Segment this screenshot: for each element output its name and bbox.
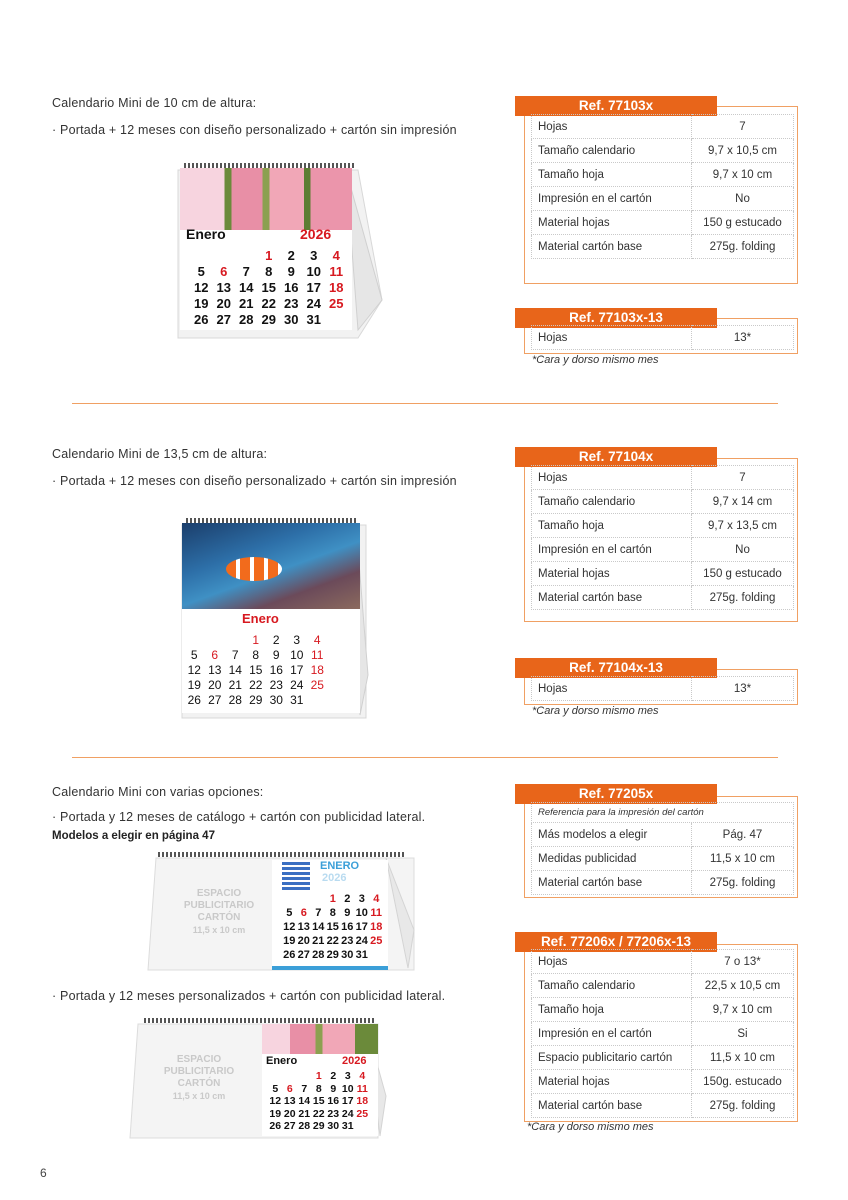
ref-77104x-13-table bbox=[531, 676, 794, 701]
table-row bbox=[532, 677, 794, 701]
calendar-day: 20 bbox=[283, 1107, 296, 1120]
table-row bbox=[532, 466, 794, 490]
calendar-day: 5 bbox=[272, 1082, 279, 1095]
row-value: 150g. estucado bbox=[692, 1070, 794, 1094]
row-value: 7 o 13* bbox=[692, 950, 794, 974]
month-label: Enero bbox=[186, 226, 226, 242]
month-label: ENERO bbox=[320, 860, 360, 872]
calendar-day bbox=[297, 892, 312, 906]
calendar-day: 21 bbox=[228, 678, 242, 692]
ref-77103x-13-header: Ref. 77103x-13 bbox=[515, 308, 717, 328]
calendar-week bbox=[268, 1095, 370, 1108]
ad-space-line-1: ESPACIO bbox=[176, 1054, 222, 1065]
calendar-day: 27 bbox=[297, 949, 310, 961]
table-row bbox=[532, 871, 794, 895]
row-value: Si bbox=[692, 1022, 794, 1046]
calendar-day: 21 bbox=[312, 935, 325, 947]
calendar-week bbox=[190, 312, 348, 328]
calendar-week bbox=[184, 693, 328, 708]
clownfish-shape bbox=[226, 557, 282, 581]
calendar-day: 8 bbox=[252, 648, 260, 662]
calendar-day: 19 bbox=[269, 1107, 282, 1120]
calendar-day: 31 bbox=[306, 312, 321, 327]
calendar-day: 30 bbox=[269, 693, 283, 707]
calendar-day: 27 bbox=[216, 312, 231, 327]
row-label: Espacio publicitario cartón bbox=[532, 1046, 692, 1070]
note-same-month: *Cara y dorso mismo mes bbox=[527, 1121, 654, 1133]
calendar-day: 10 bbox=[341, 1082, 354, 1095]
calendar-sheet bbox=[272, 860, 388, 970]
calendar-day: 2 bbox=[272, 633, 280, 647]
calendar-day: 7 bbox=[301, 1082, 308, 1095]
year-label: 2026 bbox=[300, 226, 332, 242]
ref-77103x-table bbox=[531, 114, 794, 259]
calendar-grid bbox=[268, 1070, 370, 1133]
calendar-day bbox=[325, 312, 348, 328]
calendar-day: 20 bbox=[208, 678, 222, 692]
row-label: Material cartón base bbox=[532, 586, 692, 610]
row-value: No bbox=[692, 187, 794, 211]
row-label: Tamaño calendario bbox=[532, 974, 692, 998]
calendar-day bbox=[205, 633, 226, 648]
row-value: 9,7 x 10 cm bbox=[692, 998, 794, 1022]
calendar-week bbox=[282, 892, 384, 906]
calendar-day: 16 bbox=[269, 663, 283, 677]
calendar-day: 31 bbox=[341, 1120, 354, 1132]
calendar-day: 22 bbox=[249, 678, 263, 692]
calendar-day: 3 bbox=[344, 1070, 351, 1082]
calendar-personalized-ad-image bbox=[128, 1016, 390, 1140]
section2-description: · Portada + 12 meses con diseño personalizado + cartón sin impresión bbox=[52, 474, 457, 488]
calendar-day: 26 bbox=[187, 693, 201, 707]
calendar-day bbox=[184, 633, 205, 648]
calendar-day bbox=[355, 1120, 370, 1133]
page-number: 6 bbox=[40, 1166, 47, 1180]
calendar-day: 18 bbox=[370, 921, 383, 933]
calendar-day: 10 bbox=[355, 907, 368, 919]
calendar-week bbox=[184, 663, 328, 678]
row-label: Material cartón base bbox=[532, 871, 692, 895]
calendar-day: 5 bbox=[197, 264, 205, 279]
calendar-day: 31 bbox=[355, 949, 368, 961]
row-value: 7 bbox=[692, 466, 794, 490]
calendar-day: 14 bbox=[228, 663, 242, 677]
row-value: 9,7 x 10 cm bbox=[692, 163, 794, 187]
calendar-day: 13 bbox=[216, 280, 231, 295]
table-row bbox=[532, 490, 794, 514]
calendar-day: 17 bbox=[355, 921, 368, 933]
calendar-day: 22 bbox=[261, 296, 276, 311]
row-label: Hojas bbox=[532, 677, 692, 701]
calendar-day bbox=[283, 1070, 298, 1083]
table-row bbox=[532, 1046, 794, 1070]
calendar-day: 13 bbox=[297, 921, 310, 933]
ad-space-line-2: PUBLICITARIO bbox=[183, 900, 255, 911]
calendar-day: 22 bbox=[326, 935, 339, 947]
ad-space-line-2: PUBLICITARIO bbox=[163, 1066, 235, 1077]
table-row bbox=[532, 998, 794, 1022]
row-value: 22,5 x 10,5 cm bbox=[692, 974, 794, 998]
row-label: Tamaño calendario bbox=[532, 139, 692, 163]
calendar-day bbox=[307, 693, 328, 708]
calendar-day: 7 bbox=[315, 907, 322, 919]
calendar-day: 24 bbox=[306, 296, 321, 311]
calendar-day: 23 bbox=[327, 1107, 340, 1120]
calendar-grid bbox=[184, 633, 328, 708]
row-value: 275g. folding bbox=[692, 871, 794, 895]
calendar-day: 3 bbox=[310, 248, 318, 263]
row-label: Material hojas bbox=[532, 211, 692, 235]
calendar-day: 2 bbox=[287, 248, 295, 263]
calendar-day: 3 bbox=[358, 893, 365, 905]
calendar-catalogue-ad-image bbox=[146, 850, 416, 972]
calendar-grid bbox=[282, 892, 384, 962]
calendar-day: 4 bbox=[373, 893, 380, 905]
table-row bbox=[532, 1094, 794, 1118]
calendar-day: 25 bbox=[370, 935, 383, 947]
row-label: Medidas publicidad bbox=[532, 847, 692, 871]
section3-models-note: Modelos a elegir en página 47 bbox=[52, 830, 215, 842]
ad-space-label bbox=[154, 1054, 244, 1102]
calendar-day: 25 bbox=[310, 678, 324, 692]
row-value: 150 g estucado bbox=[692, 211, 794, 235]
calendar-day: 8 bbox=[315, 1082, 322, 1095]
calendar-day: 7 bbox=[231, 648, 239, 662]
ad-space-size: 11,5 x 10 cm bbox=[172, 1091, 226, 1101]
row-label: Tamaño hoja bbox=[532, 163, 692, 187]
calendar-day: 1 bbox=[315, 1070, 322, 1082]
table-row bbox=[532, 974, 794, 998]
ad-space-line-1: ESPACIO bbox=[196, 888, 242, 899]
calendar-day: 18 bbox=[356, 1095, 369, 1107]
calendar-sheet bbox=[262, 1054, 378, 1136]
calendar-week bbox=[190, 280, 348, 296]
row-value: 11,5 x 10 cm bbox=[692, 1046, 794, 1070]
calendar-day: 11 bbox=[329, 264, 344, 279]
calendar-day: 18 bbox=[310, 663, 324, 677]
ref-77104x-header: Ref. 77104x bbox=[515, 447, 717, 467]
table-row bbox=[532, 514, 794, 538]
calendar-day: 17 bbox=[306, 280, 321, 295]
calendar-day: 11 bbox=[356, 1082, 368, 1095]
calendar-day: 13 bbox=[283, 1095, 296, 1107]
table-row bbox=[532, 538, 794, 562]
calendar-day: 23 bbox=[269, 678, 283, 692]
calendar-day: 8 bbox=[329, 907, 336, 919]
calendar-day: 18 bbox=[329, 280, 344, 295]
section1-description: · Portada + 12 meses con diseño personalizado + cartón sin impresión bbox=[52, 123, 457, 137]
calendar-day: 16 bbox=[327, 1095, 340, 1107]
calendar-day: 15 bbox=[261, 280, 276, 295]
calendar-day: 28 bbox=[239, 312, 254, 327]
calendar-day bbox=[235, 248, 258, 264]
calendar-day: 15 bbox=[249, 663, 263, 677]
calendar-day: 6 bbox=[211, 648, 219, 662]
calendar-day bbox=[297, 1070, 312, 1083]
row-label: Tamaño hoja bbox=[532, 514, 692, 538]
row-label: Tamaño hoja bbox=[532, 998, 692, 1022]
calendar-day: 12 bbox=[187, 663, 201, 677]
calendar-day: 9 bbox=[330, 1082, 337, 1095]
calendar-week bbox=[268, 1120, 370, 1133]
calendar-week bbox=[268, 1070, 370, 1083]
calendar-day: 14 bbox=[239, 280, 254, 295]
table-row bbox=[532, 115, 794, 139]
table-row bbox=[532, 950, 794, 974]
calendar-day: 19 bbox=[283, 935, 296, 947]
calendar-day: 12 bbox=[194, 280, 209, 295]
calendar-day: 5 bbox=[286, 907, 293, 919]
calendar-day: 6 bbox=[286, 1082, 293, 1095]
mini-month-grid bbox=[282, 860, 310, 890]
row-label: Material hojas bbox=[532, 1070, 692, 1094]
note-same-month: *Cara y dorso mismo mes bbox=[532, 705, 659, 717]
calendar-day: 4 bbox=[332, 248, 340, 263]
row-label: Material cartón base bbox=[532, 1094, 692, 1118]
calendar-day: 24 bbox=[341, 1107, 354, 1120]
section2-title: Calendario Mini de 13,5 cm de altura: bbox=[52, 447, 268, 461]
row-label: Más modelos a elegir bbox=[532, 823, 692, 847]
month-label: Enero bbox=[242, 611, 279, 626]
calendar-day: 11 bbox=[370, 907, 383, 919]
calendar-day: 17 bbox=[341, 1095, 354, 1107]
calendar-day: 26 bbox=[194, 312, 209, 327]
calendar-day: 30 bbox=[284, 312, 299, 327]
ref-77103x-header: Ref. 77103x bbox=[515, 96, 717, 116]
calendar-day: 14 bbox=[312, 921, 325, 933]
calendar-day: 2 bbox=[330, 1070, 337, 1082]
calendar-week bbox=[184, 648, 328, 663]
calendar-day: 6 bbox=[220, 264, 228, 279]
calendar-day: 16 bbox=[341, 921, 354, 933]
calendar-day: 19 bbox=[194, 296, 209, 311]
calendar-day: 28 bbox=[298, 1120, 311, 1132]
calendar-day: 2 bbox=[344, 893, 351, 905]
calendar-day: 20 bbox=[297, 935, 310, 947]
calendar-day bbox=[225, 633, 246, 648]
calendar-day: 3 bbox=[293, 633, 301, 647]
calendar-week bbox=[190, 264, 348, 280]
ref-77104x-13-header: Ref. 77104x-13 bbox=[515, 658, 717, 678]
calendar-day: 16 bbox=[284, 280, 299, 295]
calendar-week bbox=[190, 248, 348, 264]
calendar-day: 8 bbox=[265, 264, 273, 279]
calendar-day: 9 bbox=[272, 648, 280, 662]
calendar-day: 31 bbox=[290, 693, 304, 707]
calendar-day: 30 bbox=[327, 1120, 340, 1132]
calendar-day: 26 bbox=[283, 949, 296, 961]
ad-space-label bbox=[174, 888, 264, 936]
table-row bbox=[532, 562, 794, 586]
calendar-week bbox=[268, 1083, 370, 1096]
divider-2 bbox=[72, 757, 778, 758]
ref-77104x-table bbox=[531, 465, 794, 610]
calendar-day: 22 bbox=[312, 1107, 325, 1120]
calendar-day: 27 bbox=[208, 693, 222, 707]
calendar-day: 19 bbox=[187, 678, 201, 692]
calendar-day bbox=[369, 948, 384, 962]
calendar-day: 9 bbox=[287, 264, 295, 279]
calendar-day: 7 bbox=[242, 264, 250, 279]
table-row bbox=[532, 187, 794, 211]
calendar-day: 1 bbox=[265, 248, 273, 263]
table-row bbox=[532, 823, 794, 847]
row-value: 7 bbox=[692, 115, 794, 139]
calendar-week bbox=[190, 296, 348, 312]
calendar-sheet bbox=[180, 226, 352, 330]
calendar-day: 14 bbox=[298, 1095, 311, 1107]
row-label: Hojas bbox=[532, 466, 692, 490]
row-value: 13* bbox=[692, 326, 794, 350]
calendar-week bbox=[268, 1108, 370, 1121]
row-value: 275g. folding bbox=[692, 235, 794, 259]
row-value: 275g. folding bbox=[692, 586, 794, 610]
calendar-day: 1 bbox=[252, 633, 260, 647]
section3-option2: · Portada y 12 meses personalizados + cartón con publicidad lateral. bbox=[52, 989, 446, 1003]
row-label: Impresión en el cartón bbox=[532, 187, 692, 211]
table-subtitle-row bbox=[532, 803, 794, 823]
row-label: Hojas bbox=[532, 115, 692, 139]
calendar-day: 10 bbox=[290, 648, 304, 662]
ref-77206x-table bbox=[531, 949, 794, 1118]
ref-77205x-header: Ref. 77205x bbox=[515, 784, 717, 804]
row-value: 9,7 x 14 cm bbox=[692, 490, 794, 514]
table-row bbox=[532, 139, 794, 163]
ad-space-line-3: CARTÓN bbox=[197, 912, 241, 923]
calendar-day: 5 bbox=[190, 648, 198, 662]
table-row bbox=[532, 211, 794, 235]
calendar-day: 23 bbox=[284, 296, 299, 311]
calendar-day: 25 bbox=[356, 1107, 369, 1120]
table-row bbox=[532, 235, 794, 259]
row-value: 9,7 x 13,5 cm bbox=[692, 514, 794, 538]
row-label: Impresión en el cartón bbox=[532, 1022, 692, 1046]
ref-77205x-table bbox=[531, 802, 794, 895]
ref-77103x-13-table bbox=[531, 325, 794, 350]
table-row bbox=[532, 1070, 794, 1094]
calendar-day: 24 bbox=[290, 678, 304, 692]
table-row bbox=[532, 326, 794, 350]
section3-option1: · Portada y 12 meses de catálogo + cartón con publicidad lateral. bbox=[52, 810, 426, 824]
calendar-day: 29 bbox=[249, 693, 263, 707]
calendar-sheet bbox=[182, 609, 360, 713]
table-row bbox=[532, 847, 794, 871]
ad-space-line-3: CARTÓN bbox=[177, 1078, 221, 1089]
calendar-day: 4 bbox=[359, 1070, 366, 1082]
table-row bbox=[532, 586, 794, 610]
calendar-day: 15 bbox=[312, 1095, 325, 1107]
calendar-day: 4 bbox=[313, 633, 321, 647]
cover-photo-clownfish bbox=[182, 523, 360, 609]
calendar-day: 28 bbox=[312, 949, 325, 961]
row-label: Hojas bbox=[532, 326, 692, 350]
ref-77206x-header: Ref. 77206x / 77206x-13 bbox=[515, 932, 717, 952]
calendar-day bbox=[190, 248, 213, 264]
section3-title: Calendario Mini con varias opciones: bbox=[52, 785, 264, 799]
calendar-day bbox=[311, 892, 326, 906]
row-label: Material hojas bbox=[532, 562, 692, 586]
calendar-day: 30 bbox=[341, 949, 354, 961]
row-value: 150 g estucado bbox=[692, 562, 794, 586]
row-label: Hojas bbox=[532, 950, 692, 974]
row-label: Tamaño calendario bbox=[532, 490, 692, 514]
calendar-day: 12 bbox=[283, 921, 296, 933]
row-value: 13* bbox=[692, 677, 794, 701]
row-label: Impresión en el cartón bbox=[532, 538, 692, 562]
calendar-day: 26 bbox=[269, 1120, 282, 1132]
calendar-day: 10 bbox=[306, 264, 321, 279]
calendar-week bbox=[184, 633, 328, 648]
calendar-grid bbox=[190, 248, 348, 328]
row-label: Material cartón base bbox=[532, 235, 692, 259]
row-value: No bbox=[692, 538, 794, 562]
row-value: 275g. folding bbox=[692, 1094, 794, 1118]
calendar-day: 29 bbox=[312, 1120, 325, 1132]
calendar-day: 29 bbox=[326, 949, 339, 961]
divider-1 bbox=[72, 403, 778, 404]
month-label: Enero bbox=[266, 1055, 298, 1067]
table-row bbox=[532, 163, 794, 187]
calendar-week bbox=[282, 948, 384, 962]
calendar-day: 21 bbox=[298, 1107, 311, 1120]
calendar-day: 23 bbox=[341, 935, 354, 947]
calendar-day: 6 bbox=[300, 907, 307, 919]
cover-photo-roses bbox=[180, 168, 352, 230]
row-value: 11,5 x 10 cm bbox=[692, 847, 794, 871]
calendar-day: 9 bbox=[344, 907, 351, 919]
calendar-week bbox=[282, 906, 384, 920]
spiral-binding bbox=[144, 1018, 374, 1023]
note-same-month: *Cara y dorso mismo mes bbox=[532, 354, 659, 366]
calendar-week bbox=[282, 934, 384, 948]
calendar-week bbox=[184, 678, 328, 693]
calendar-day: 21 bbox=[239, 296, 254, 311]
calendar-day: 28 bbox=[228, 693, 242, 707]
calendar-day: 17 bbox=[290, 663, 304, 677]
calendar-day: 20 bbox=[216, 296, 231, 311]
ad-space-size: 11,5 x 10 cm bbox=[192, 925, 246, 935]
calendar-day bbox=[213, 248, 236, 264]
cover-photo-roses bbox=[262, 1024, 378, 1054]
row-value: Pág. 47 bbox=[692, 823, 794, 847]
calendar-mini-13cm-image bbox=[176, 515, 372, 720]
calendar-week bbox=[282, 920, 384, 934]
calendar-day bbox=[268, 1070, 283, 1083]
year-label: 2026 bbox=[322, 872, 347, 884]
table-subtitle: Referencia para la impresión del cartón bbox=[532, 803, 794, 823]
calendar-day: 29 bbox=[261, 312, 276, 327]
section1-title: Calendario Mini de 10 cm de altura: bbox=[52, 96, 257, 110]
spiral-binding bbox=[158, 852, 404, 857]
calendar-day: 12 bbox=[269, 1095, 282, 1107]
calendar-day: 13 bbox=[208, 663, 222, 677]
calendar-day bbox=[282, 892, 297, 906]
calendar-day: 25 bbox=[329, 296, 344, 311]
row-value: 9,7 x 10,5 cm bbox=[692, 139, 794, 163]
year-label: 2026 bbox=[342, 1055, 367, 1067]
calendar-day: 15 bbox=[326, 921, 339, 933]
calendar-day: 24 bbox=[355, 935, 368, 947]
calendar-day: 1 bbox=[329, 893, 336, 905]
calendar-day: 27 bbox=[283, 1120, 296, 1132]
table-row bbox=[532, 1022, 794, 1046]
calendar-day: 11 bbox=[311, 648, 324, 662]
calendar-mini-10cm-image bbox=[168, 160, 388, 340]
